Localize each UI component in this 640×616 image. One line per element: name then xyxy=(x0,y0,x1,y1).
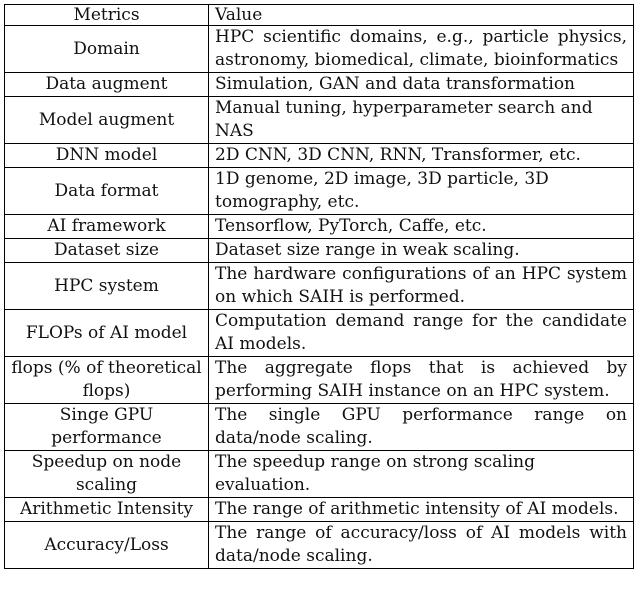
value-cell: The single GPU performance range on data/node scaling. xyxy=(209,404,634,451)
metric-cell: Model augment xyxy=(5,97,209,144)
header-metrics: Metrics xyxy=(5,5,209,26)
table-row xyxy=(5,404,634,451)
table-row xyxy=(5,26,634,73)
metric-cell: Accuracy/Loss xyxy=(5,522,209,569)
table-row xyxy=(5,498,634,522)
table-row xyxy=(5,168,634,215)
header-value: Value xyxy=(209,5,634,26)
metric-cell: Arithmetic Intensity xyxy=(5,498,209,522)
metric-cell: Data augment xyxy=(5,73,209,97)
metric-cell: Dataset size xyxy=(5,239,209,263)
metric-cell: FLOPs of AI model xyxy=(5,310,209,357)
table-row xyxy=(5,357,634,404)
value-cell: Computation demand range for the candidate AI models. xyxy=(209,310,634,357)
metric-cell: Singe GPU performance xyxy=(5,404,209,451)
value-cell: Tensorflow, PyTorch, Caffe, etc. xyxy=(209,215,634,239)
table-row xyxy=(5,310,634,357)
value-cell: The hardware configurations of an HPC system on which SAIH is performed. xyxy=(209,263,634,310)
value-cell: HPC scientific domains, e.g., particle physics, astronomy, biomedical, climate, bioinformatics xyxy=(209,26,634,73)
table-row xyxy=(5,239,634,263)
table-header-row xyxy=(5,5,634,26)
table-row xyxy=(5,451,634,498)
value-cell: The speedup range on strong scaling evaluation. xyxy=(209,451,634,498)
table-row xyxy=(5,522,634,569)
table-row xyxy=(5,73,634,97)
metric-cell: HPC system xyxy=(5,263,209,310)
value-cell: Manual tuning, hyperparameter search and NAS xyxy=(209,97,634,144)
metrics-table-container xyxy=(4,4,634,569)
value-cell: The range of arithmetic intensity of AI models. xyxy=(209,498,634,522)
metric-cell: DNN model xyxy=(5,144,209,168)
value-cell: The aggregate flops that is achieved by performing SAIH instance on an HPC system. xyxy=(209,357,634,404)
metric-cell: AI framework xyxy=(5,215,209,239)
value-cell: Dataset size range in weak scaling. xyxy=(209,239,634,263)
table-row xyxy=(5,97,634,144)
table-row xyxy=(5,215,634,239)
value-cell: 2D CNN, 3D CNN, RNN, Transformer, etc. xyxy=(209,144,634,168)
table-row xyxy=(5,263,634,310)
value-cell: The range of accuracy/loss of AI models with data/node scaling. xyxy=(209,522,634,569)
value-cell: 1D genome, 2D image, 3D particle, 3D tomography, etc. xyxy=(209,168,634,215)
metric-cell: Speedup on node scaling xyxy=(5,451,209,498)
metric-cell: Data format xyxy=(5,168,209,215)
value-cell: Simulation, GAN and data transformation xyxy=(209,73,634,97)
metrics-table xyxy=(4,4,634,569)
table-row xyxy=(5,144,634,168)
metric-cell: flops (% of theoretical flops) xyxy=(5,357,209,404)
metric-cell: Domain xyxy=(5,26,209,73)
